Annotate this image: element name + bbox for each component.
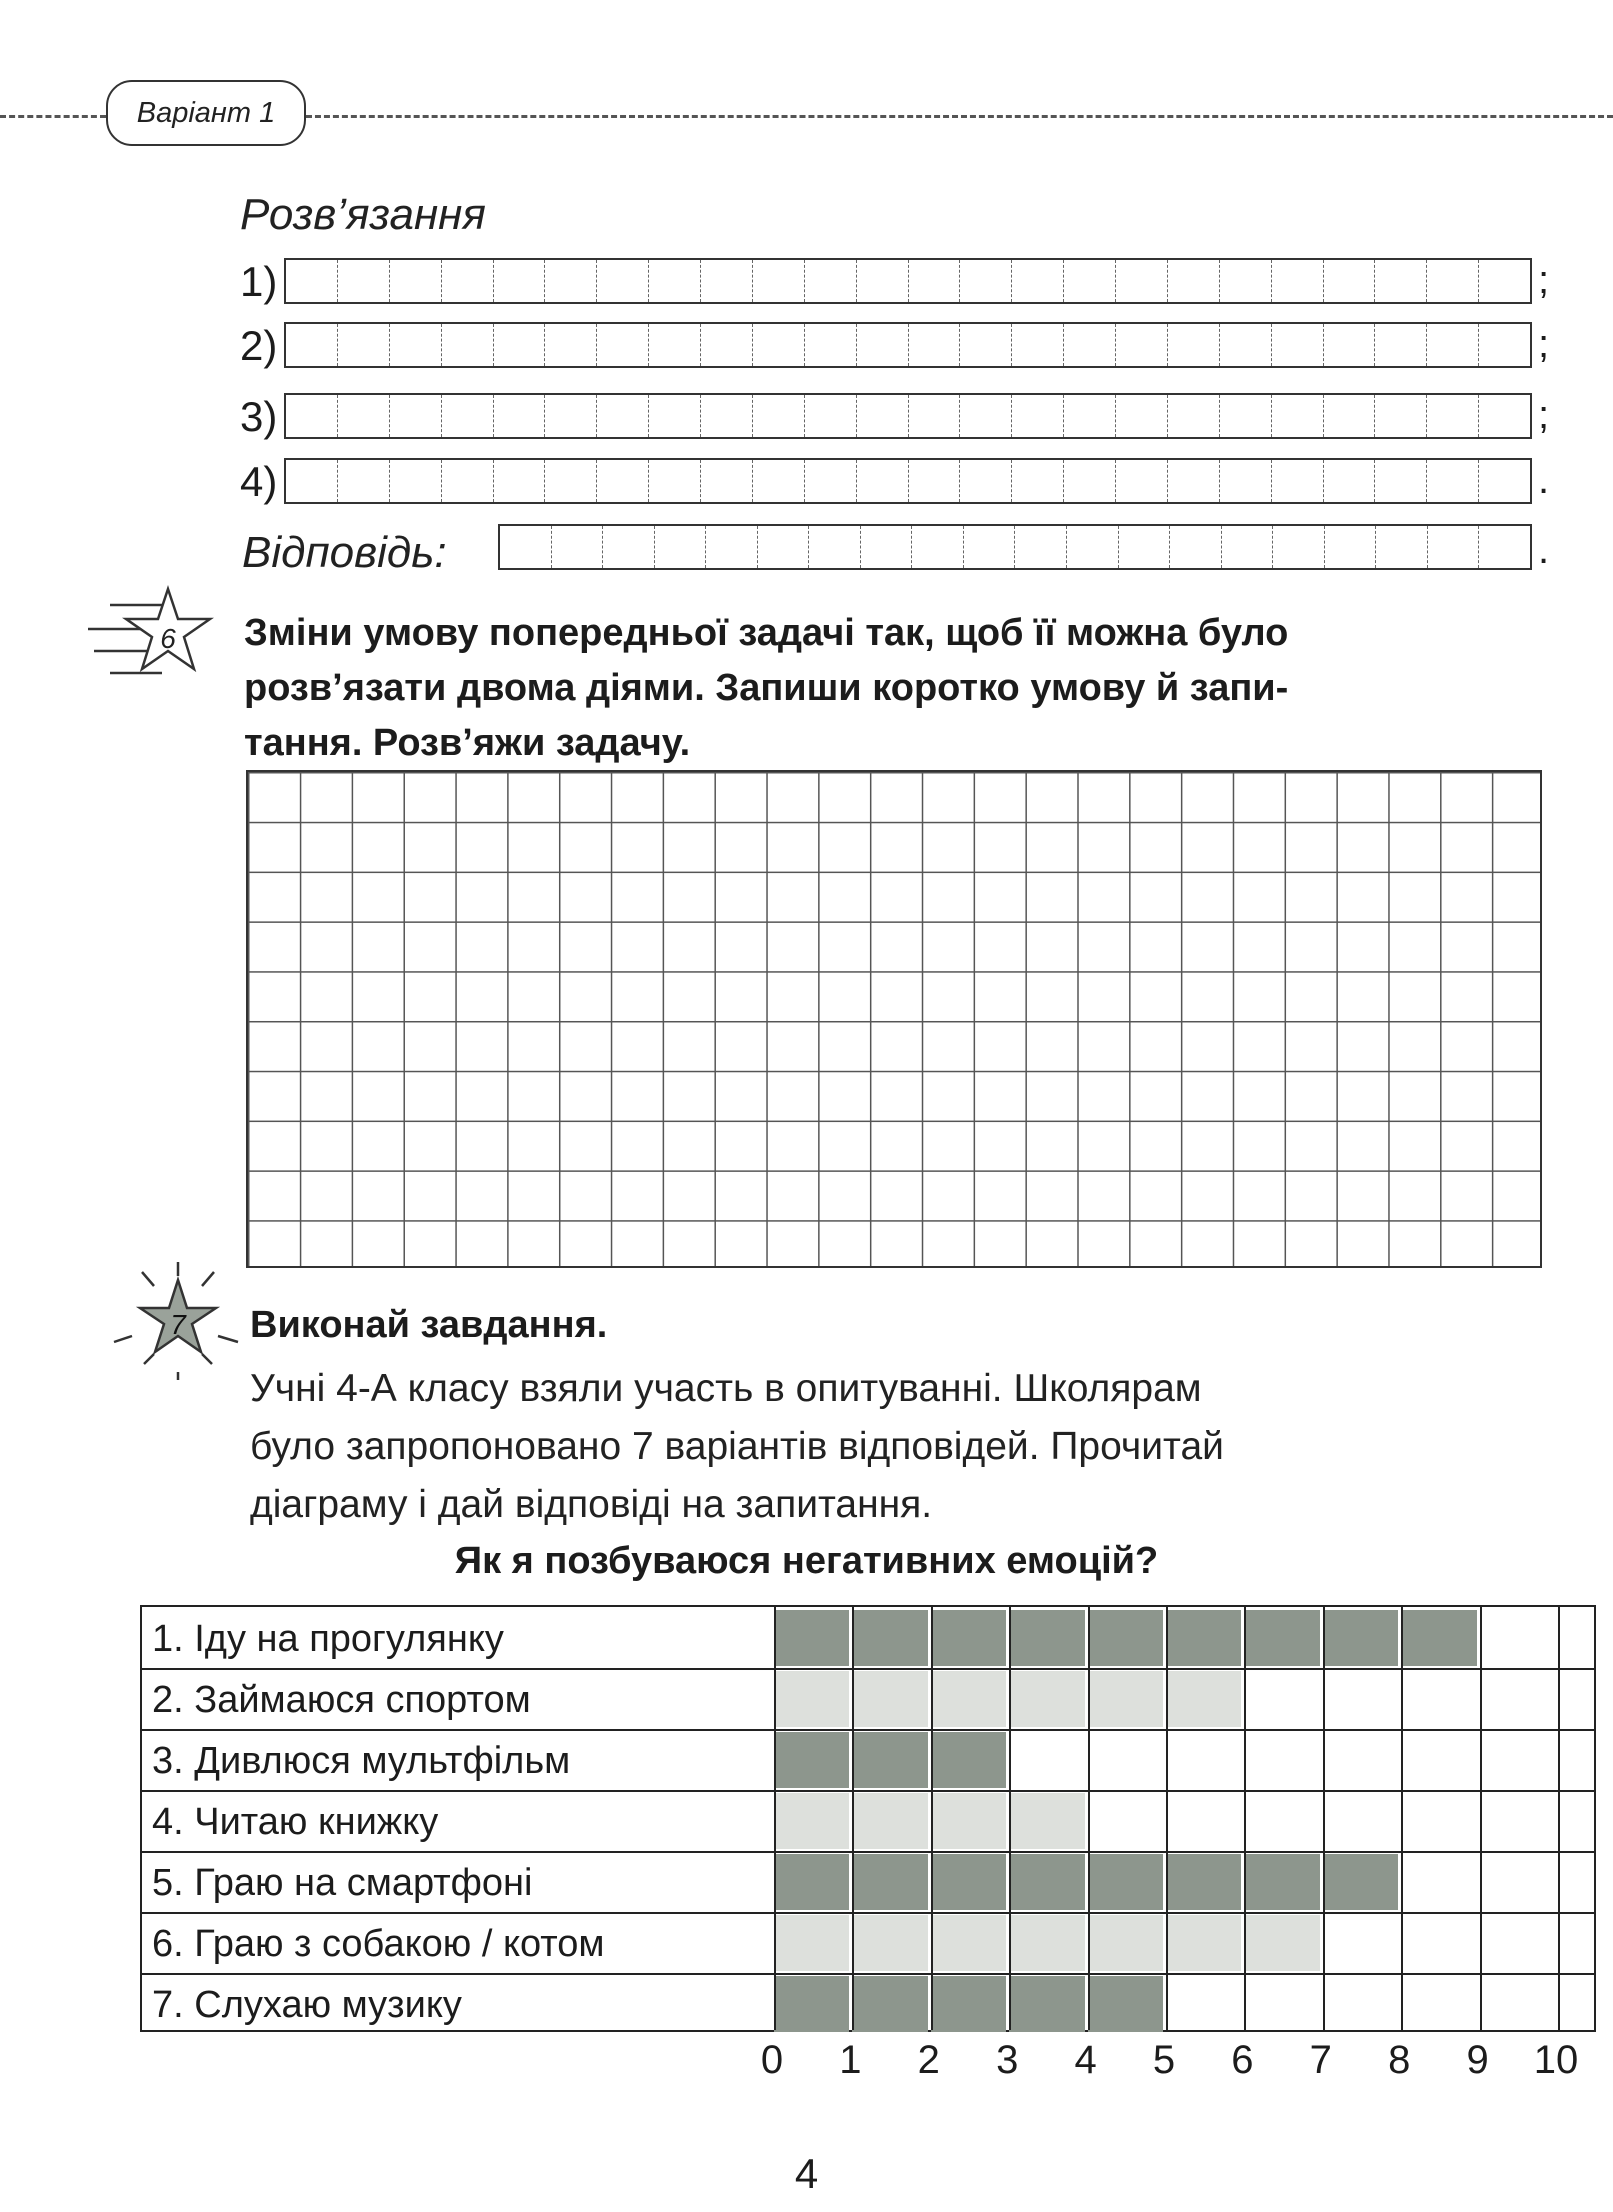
answer-cells-step-3[interactable] — [284, 393, 1532, 439]
x-tick-label: 3 — [996, 2038, 1019, 2082]
x-tick-label: 0 — [760, 2038, 784, 2082]
chart-category-label: 2. Займаюся спортом — [152, 1679, 531, 1721]
chart-grid-line — [1244, 1607, 1246, 2030]
task6-line-3: тання. Розв’яжи задачу. — [244, 722, 691, 764]
bar-cell — [931, 1976, 1006, 2032]
bar-cell — [931, 1671, 1006, 1727]
bar-cell — [852, 1610, 927, 1666]
bar-cell — [1088, 1610, 1163, 1666]
chart-category-label: 1. Іду на прогулянку — [152, 1618, 504, 1660]
bar-cell — [1244, 1915, 1319, 1971]
step-end-2: ; — [1538, 322, 1550, 366]
task7-number: 7 — [170, 1309, 186, 1340]
bar-cell — [1009, 1915, 1084, 1971]
step-end-4: . — [1538, 458, 1550, 502]
bar-cell — [774, 1976, 849, 2032]
chart-category-label: 6. Граю з собакою / котом — [152, 1923, 605, 1965]
x-tick-label: 8 — [1388, 2038, 1411, 2082]
bar-chart — [140, 1605, 1596, 2032]
bar-cell — [1088, 1854, 1163, 1910]
task7-star-icon — [108, 1260, 244, 1380]
chart-grid-line — [1088, 1607, 1090, 2030]
bar-cell — [1244, 1854, 1319, 1910]
variant-label: Варіант 1 — [136, 96, 276, 129]
chart-grid-line — [1166, 1607, 1168, 2030]
bar-cell — [1166, 1610, 1241, 1666]
answer-cells-step-2[interactable] — [284, 322, 1532, 368]
chart-grid-line — [1323, 1607, 1325, 2030]
bar-cell — [1166, 1854, 1241, 1910]
chart-category-label: 7. Слухаю музику — [152, 1984, 462, 2026]
task7-title: Виконай завдання. — [250, 1304, 608, 1346]
chart-grid-line — [852, 1607, 854, 2030]
answer-cells-step-4[interactable] — [284, 458, 1532, 504]
header-divider-left — [0, 115, 106, 118]
bar-cell — [852, 1976, 927, 2032]
step-label-1: 1) — [240, 258, 278, 305]
x-tick-label: 2 — [917, 2038, 940, 2082]
chart-grid-line — [1009, 1607, 1011, 2030]
bar-cell — [774, 1671, 849, 1727]
chart-grid-line — [1558, 1607, 1560, 2030]
bar-cell — [1009, 1610, 1084, 1666]
chart-grid-line — [1401, 1607, 1403, 2030]
task7-line-3: діаграму і дай відповіді на запитання. — [250, 1483, 933, 1526]
chart-row-divider — [142, 1973, 1594, 1975]
bar-cell — [852, 1732, 927, 1788]
bar-cell — [852, 1915, 927, 1971]
chart-category-label: 3. Дивлюся мультфільм — [152, 1740, 571, 1782]
x-tick-label: 9 — [1466, 2038, 1489, 2082]
step-label-4: 4) — [240, 458, 278, 505]
step-end-1: ; — [1538, 258, 1550, 302]
bar-cell — [774, 1854, 849, 1910]
solution-title: Розв’язання — [240, 190, 486, 239]
bar-cell — [1009, 1976, 1084, 2032]
bar-cell — [774, 1732, 849, 1788]
chart-row-divider — [142, 1790, 1594, 1792]
bar-cell — [931, 1915, 1006, 1971]
task6-line-1: Зміни умову попередньої задачі так, щоб її можна було — [244, 612, 1289, 654]
variant-badge — [106, 80, 306, 146]
bar-cell — [1009, 1854, 1084, 1910]
page-number: 4 — [794, 2150, 819, 2197]
chart-grid-line — [931, 1607, 933, 2030]
bar-cell — [774, 1793, 849, 1849]
chart-row-divider — [142, 1912, 1594, 1914]
bar-cell — [931, 1610, 1006, 1666]
bar-cell — [774, 1915, 849, 1971]
bar-cell — [1244, 1610, 1319, 1666]
task6-number: 6 — [160, 623, 176, 654]
bar-cell — [852, 1854, 927, 1910]
chart-grid-line — [774, 1607, 776, 2030]
chart-row-divider — [142, 1729, 1594, 1731]
answer-label: Відповідь: — [242, 528, 447, 577]
chart-category-label: 5. Граю на смартфоні — [152, 1862, 533, 1904]
bar-cell — [1009, 1671, 1084, 1727]
bar-cell — [1009, 1793, 1084, 1849]
bar-cell — [1088, 1976, 1163, 2032]
bar-cell — [1323, 1610, 1398, 1666]
task7-line-1: Учні 4-А класу взяли участь в опитуванні. Школярам — [250, 1367, 1202, 1410]
bar-cell — [1323, 1854, 1398, 1910]
bar-cell — [1166, 1671, 1241, 1727]
bar-cell — [852, 1793, 927, 1849]
chart-row-divider — [142, 1668, 1594, 1670]
answer-end: . — [1538, 528, 1550, 572]
bar-cell — [774, 1610, 849, 1666]
bar-cell — [1401, 1610, 1476, 1666]
x-tick-label: 10 — [1533, 2038, 1579, 2082]
bar-cell — [1166, 1915, 1241, 1971]
chart-title: Як я позбуваюся негативних емоцій? — [454, 1540, 1159, 1582]
chart-grid-line — [1480, 1607, 1482, 2030]
bar-cell — [1088, 1915, 1163, 1971]
bar-cell — [852, 1671, 927, 1727]
task6-star-icon — [80, 585, 220, 685]
step-label-2: 2) — [240, 322, 278, 369]
step-label-3: 3) — [240, 393, 278, 440]
x-tick-label: 1 — [839, 2038, 862, 2082]
task7-line-2: було запропоновано 7 варіантів відповідей. Прочитай — [250, 1425, 1224, 1468]
chart-category-label: 4. Читаю книжку — [152, 1801, 439, 1843]
squared-writing-area[interactable] — [246, 770, 1542, 1268]
step-end-3: ; — [1538, 393, 1550, 437]
bar-cell — [1088, 1671, 1163, 1727]
bar-cell — [931, 1732, 1006, 1788]
x-tick-label: 4 — [1074, 2038, 1097, 2082]
x-tick-label: 7 — [1309, 2038, 1332, 2082]
task6-line-2: розв’язати двома діями. Запиши коротко умову й запи- — [244, 667, 1289, 709]
bar-cell — [931, 1793, 1006, 1849]
header-divider-right — [306, 115, 1613, 118]
x-tick-label: 6 — [1231, 2038, 1254, 2082]
chart-row-divider — [142, 1851, 1594, 1853]
bar-cell — [931, 1854, 1006, 1910]
x-tick-label: 5 — [1152, 2038, 1176, 2082]
final-answer-cells[interactable] — [498, 524, 1532, 570]
answer-cells-step-1[interactable] — [284, 258, 1532, 304]
